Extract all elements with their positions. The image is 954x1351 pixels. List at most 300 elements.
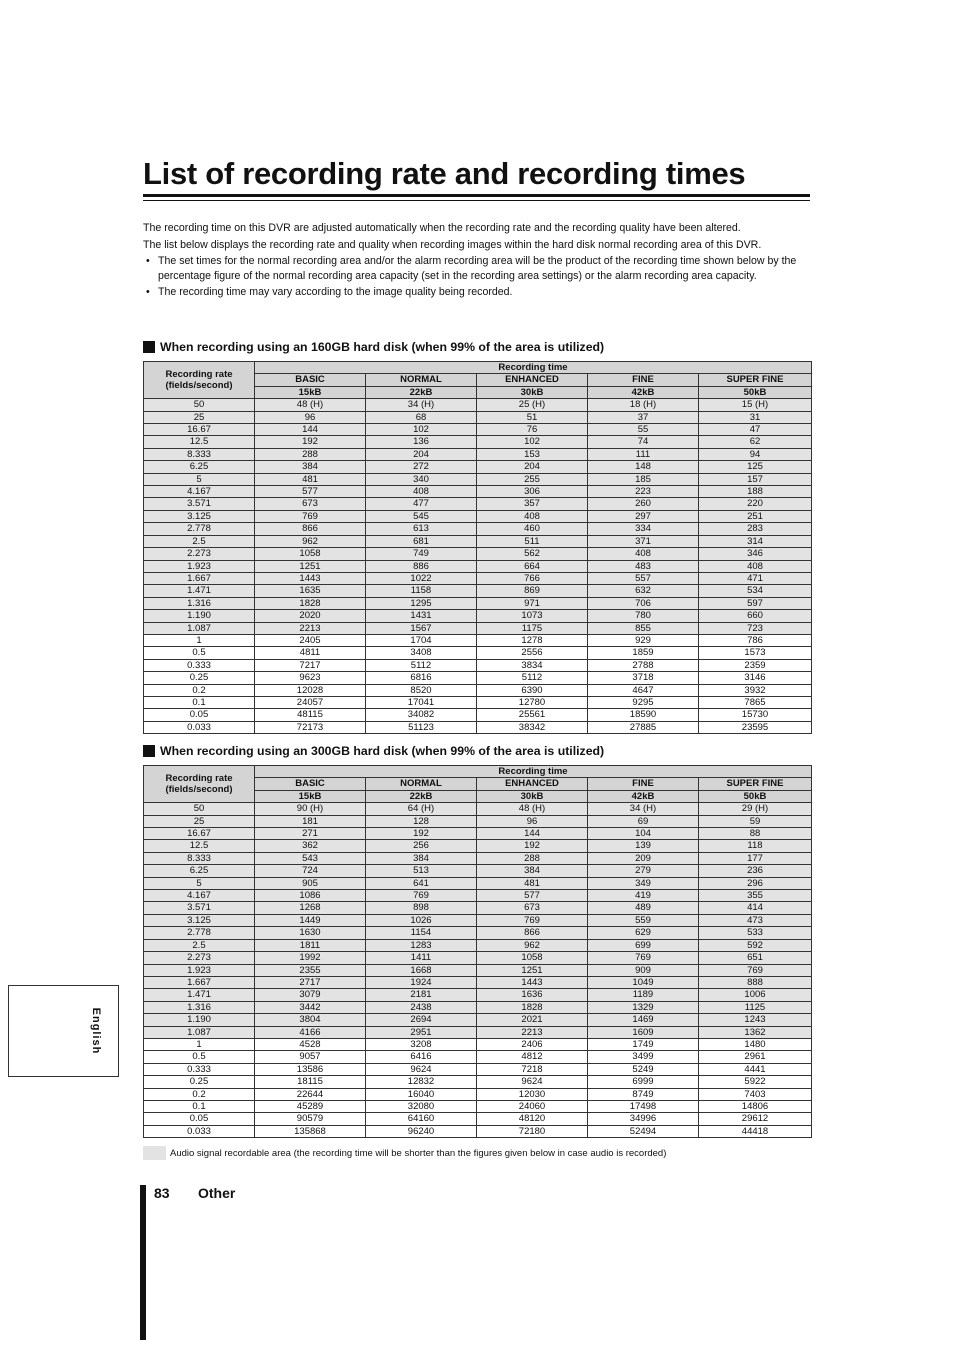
time-cell: 562 <box>477 548 588 560</box>
time-cell: 136 <box>366 436 477 448</box>
time-cell: 7217 <box>255 659 366 671</box>
table-row <box>144 535 812 547</box>
rate-cell: 0.2 <box>144 1088 255 1100</box>
time-cell: 102 <box>477 436 588 448</box>
heading-square-icon <box>143 341 155 353</box>
time-cell: 962 <box>477 939 588 951</box>
time-cell: 971 <box>477 597 588 609</box>
time-cell: 297 <box>588 510 699 522</box>
table-row <box>144 815 812 827</box>
time-cell: 260 <box>588 498 699 510</box>
time-cell: 12780 <box>477 696 588 708</box>
time-cell: 559 <box>588 914 699 926</box>
legend <box>143 1146 666 1160</box>
time-cell: 4811 <box>255 647 366 659</box>
time-cell: 613 <box>366 523 477 535</box>
time-cell: 59 <box>699 815 812 827</box>
time-cell: 15730 <box>699 709 812 721</box>
quality-header: BASIC <box>255 374 366 386</box>
time-cell: 769 <box>255 510 366 522</box>
recording-time-header: Recording time <box>255 766 812 778</box>
intro-paragraph-1: The recording time on this DVR are adjusted automatically when the recording rate and the recording quality have been altered. <box>143 222 741 234</box>
time-cell: 24060 <box>477 1100 588 1112</box>
time-cell: 204 <box>477 461 588 473</box>
time-cell: 31 <box>699 411 812 423</box>
rate-cell: 1.471 <box>144 585 255 597</box>
rate-cell: 0.05 <box>144 1113 255 1125</box>
time-cell: 104 <box>588 828 699 840</box>
time-cell: 592 <box>699 939 812 951</box>
rate-cell: 1.316 <box>144 597 255 609</box>
quality-header: NORMAL <box>366 374 477 386</box>
time-cell: 699 <box>588 939 699 951</box>
time-cell: 3408 <box>366 647 477 659</box>
time-cell: 9295 <box>588 696 699 708</box>
time-cell: 48115 <box>255 709 366 721</box>
time-cell: 12028 <box>255 684 366 696</box>
title-rule-thick <box>143 194 810 197</box>
time-cell: 12832 <box>366 1076 477 1088</box>
table-row <box>144 622 812 634</box>
time-cell: 1158 <box>366 585 477 597</box>
time-cell: 144 <box>255 424 366 436</box>
time-cell: 76 <box>477 424 588 436</box>
rate-column-header: Recording rate (fields/second) <box>144 362 255 399</box>
time-cell: 8749 <box>588 1088 699 1100</box>
time-cell: 181 <box>255 815 366 827</box>
rate-cell: 1.316 <box>144 1001 255 1013</box>
time-cell: 349 <box>588 877 699 889</box>
section-heading-text: When recording using an 300GB hard disk (when 99% of the area is utilized) <box>160 744 605 758</box>
time-cell: 177 <box>699 852 812 864</box>
language-side-tab <box>8 985 119 1077</box>
time-cell: 90579 <box>255 1113 366 1125</box>
table-row <box>144 436 812 448</box>
time-cell: 3834 <box>477 659 588 671</box>
rate-cell: 8.333 <box>144 448 255 460</box>
time-cell: 664 <box>477 560 588 572</box>
time-cell: 29 (H) <box>699 803 812 815</box>
rate-column-header: Recording rate (fields/second) <box>144 766 255 803</box>
time-cell: 1992 <box>255 952 366 964</box>
time-cell: 3208 <box>366 1038 477 1050</box>
rate-cell: 0.333 <box>144 659 255 671</box>
time-cell: 769 <box>588 952 699 964</box>
time-cell: 1469 <box>588 1014 699 1026</box>
time-cell: 204 <box>366 448 477 460</box>
table-row <box>144 1088 812 1100</box>
time-cell: 1006 <box>699 989 812 1001</box>
time-cell: 44418 <box>699 1125 812 1137</box>
time-cell: 534 <box>699 585 812 597</box>
title-rule-thin <box>143 200 810 201</box>
time-cell: 886 <box>366 560 477 572</box>
time-cell: 55 <box>588 424 699 436</box>
time-cell: 128 <box>366 815 477 827</box>
time-cell: 1189 <box>588 989 699 1001</box>
rate-cell: 1.667 <box>144 976 255 988</box>
rate-cell: 1.471 <box>144 989 255 1001</box>
time-cell: 34082 <box>366 709 477 721</box>
rate-cell: 50 <box>144 803 255 815</box>
table-row <box>144 672 812 684</box>
rate-cell: 4.167 <box>144 890 255 902</box>
time-cell: 12030 <box>477 1088 588 1100</box>
time-cell: 1268 <box>255 902 366 914</box>
time-cell: 905 <box>255 877 366 889</box>
time-cell: 279 <box>588 865 699 877</box>
time-cell: 414 <box>699 902 812 914</box>
time-cell: 2556 <box>477 647 588 659</box>
time-cell: 1443 <box>255 572 366 584</box>
section-heading-300gb <box>143 744 604 758</box>
time-cell: 314 <box>699 535 812 547</box>
table-row <box>144 902 812 914</box>
table-row <box>144 877 812 889</box>
time-cell: 157 <box>699 473 812 485</box>
size-header: 42kB <box>588 790 699 802</box>
time-cell: 1278 <box>477 634 588 646</box>
size-header: 15kB <box>255 790 366 802</box>
time-cell: 22644 <box>255 1088 366 1100</box>
rate-cell: 5 <box>144 877 255 889</box>
size-header: 15kB <box>255 386 366 398</box>
time-cell: 346 <box>699 548 812 560</box>
time-cell: 1411 <box>366 952 477 964</box>
time-cell: 7403 <box>699 1088 812 1100</box>
rate-cell: 1 <box>144 1038 255 1050</box>
rate-cell: 8.333 <box>144 852 255 864</box>
time-cell: 185 <box>588 473 699 485</box>
time-cell: 1567 <box>366 622 477 634</box>
time-cell: 460 <box>477 523 588 535</box>
time-cell: 17041 <box>366 696 477 708</box>
time-cell: 94 <box>699 448 812 460</box>
time-cell: 272 <box>366 461 477 473</box>
time-cell: 1480 <box>699 1038 812 1050</box>
time-cell: 3079 <box>255 989 366 1001</box>
time-cell: 577 <box>255 486 366 498</box>
time-cell: 641 <box>366 877 477 889</box>
time-cell: 477 <box>366 498 477 510</box>
time-cell: 62 <box>699 436 812 448</box>
size-header: 50kB <box>699 386 812 398</box>
table-row <box>144 840 812 852</box>
time-cell: 2951 <box>366 1026 477 1038</box>
time-cell: 2021 <box>477 1014 588 1026</box>
time-cell: 288 <box>255 448 366 460</box>
time-cell: 135868 <box>255 1125 366 1137</box>
time-cell: 29612 <box>699 1113 812 1125</box>
time-cell: 4166 <box>255 1026 366 1038</box>
table-row <box>144 585 812 597</box>
table-row <box>144 927 812 939</box>
time-cell: 296 <box>699 877 812 889</box>
time-cell: 3932 <box>699 684 812 696</box>
time-cell: 1859 <box>588 647 699 659</box>
table-row <box>144 411 812 423</box>
rate-cell: 2.273 <box>144 548 255 560</box>
time-cell: 209 <box>588 852 699 864</box>
table-row <box>144 865 812 877</box>
time-cell: 69 <box>588 815 699 827</box>
time-cell: 1704 <box>366 634 477 646</box>
rate-cell: 50 <box>144 399 255 411</box>
time-cell: 2213 <box>477 1026 588 1038</box>
time-cell: 1086 <box>255 890 366 902</box>
time-cell: 4528 <box>255 1038 366 1050</box>
table-row <box>144 709 812 721</box>
footer-bar <box>140 1185 146 1340</box>
time-cell: 9623 <box>255 672 366 684</box>
table-row <box>144 1001 812 1013</box>
intro-bullet: • The recording time may vary according to the image quality being recorded. <box>143 285 811 300</box>
table-row <box>144 1063 812 1075</box>
time-cell: 4647 <box>588 684 699 696</box>
time-cell: 47 <box>699 424 812 436</box>
recording-time-header: Recording time <box>255 362 812 374</box>
table-row <box>144 560 812 572</box>
time-cell: 629 <box>588 927 699 939</box>
rate-cell: 0.5 <box>144 647 255 659</box>
rate-cell: 0.05 <box>144 709 255 721</box>
time-cell: 866 <box>255 523 366 535</box>
time-cell: 340 <box>366 473 477 485</box>
time-cell: 34 (H) <box>588 803 699 815</box>
quality-header: ENHANCED <box>477 374 588 386</box>
time-cell: 1125 <box>699 1001 812 1013</box>
rate-cell: 12.5 <box>144 436 255 448</box>
time-cell: 869 <box>477 585 588 597</box>
time-cell: 2213 <box>255 622 366 634</box>
heading-square-icon <box>143 745 155 757</box>
rate-cell: 1.923 <box>144 964 255 976</box>
table-row <box>144 1051 812 1063</box>
time-cell: 6390 <box>477 684 588 696</box>
time-cell: 125 <box>699 461 812 473</box>
rate-cell: 2.5 <box>144 535 255 547</box>
table-row <box>144 852 812 864</box>
table-row <box>144 684 812 696</box>
table-row <box>144 1100 812 1112</box>
time-cell: 37 <box>588 411 699 423</box>
quality-header: SUPER FINE <box>699 374 812 386</box>
table-row <box>144 721 812 733</box>
time-cell: 1668 <box>366 964 477 976</box>
recording-time-table-300gb <box>143 765 812 1138</box>
quality-header: BASIC <box>255 778 366 790</box>
legend-swatch <box>143 1146 166 1160</box>
time-cell: 334 <box>588 523 699 535</box>
time-cell: 2788 <box>588 659 699 671</box>
recording-time-table-160gb <box>143 361 812 734</box>
time-cell: 72173 <box>255 721 366 733</box>
rate-cell: 5 <box>144 473 255 485</box>
rate-cell: 1.087 <box>144 1026 255 1038</box>
time-cell: 96 <box>255 411 366 423</box>
time-cell: 45289 <box>255 1100 366 1112</box>
time-cell: 769 <box>366 890 477 902</box>
time-cell: 384 <box>255 461 366 473</box>
time-cell: 362 <box>255 840 366 852</box>
time-cell: 6416 <box>366 1051 477 1063</box>
time-cell: 48 (H) <box>255 399 366 411</box>
table-row <box>144 498 812 510</box>
time-cell: 706 <box>588 597 699 609</box>
time-cell: 1026 <box>366 914 477 926</box>
table-row <box>144 803 812 815</box>
time-cell: 2359 <box>699 659 812 671</box>
time-cell: 1295 <box>366 597 477 609</box>
time-cell: 1175 <box>477 622 588 634</box>
time-cell: 1329 <box>588 1001 699 1013</box>
time-cell: 577 <box>477 890 588 902</box>
time-cell: 513 <box>366 865 477 877</box>
rate-cell: 0.5 <box>144 1051 255 1063</box>
rate-cell: 2.778 <box>144 523 255 535</box>
time-cell: 1636 <box>477 989 588 1001</box>
rate-cell: 3.571 <box>144 498 255 510</box>
time-cell: 9624 <box>477 1076 588 1088</box>
rate-cell: 12.5 <box>144 840 255 852</box>
quality-header: ENHANCED <box>477 778 588 790</box>
time-cell: 139 <box>588 840 699 852</box>
rate-cell: 25 <box>144 411 255 423</box>
time-cell: 384 <box>366 852 477 864</box>
intro-paragraph-2: The list below displays the recording rate and quality when recording images within the hard disk normal recording area of this DVR. <box>143 238 762 251</box>
time-cell: 2438 <box>366 1001 477 1013</box>
table-row <box>144 1014 812 1026</box>
time-cell: 5249 <box>588 1063 699 1075</box>
section-heading-text: When recording using an 160GB hard disk (when 99% of the area is utilized) <box>160 340 605 354</box>
time-cell: 17498 <box>588 1100 699 1112</box>
table-row <box>144 1026 812 1038</box>
size-header: 42kB <box>588 386 699 398</box>
time-cell: 13586 <box>255 1063 366 1075</box>
time-cell: 5112 <box>477 672 588 684</box>
time-cell: 118 <box>699 840 812 852</box>
time-cell: 888 <box>699 976 812 988</box>
time-cell: 786 <box>699 634 812 646</box>
table-row <box>144 828 812 840</box>
time-cell: 148 <box>588 461 699 473</box>
table-row <box>144 939 812 951</box>
intro-bullet-list <box>143 254 811 300</box>
rate-cell: 2.5 <box>144 939 255 951</box>
time-cell: 4441 <box>699 1063 812 1075</box>
time-cell: 4812 <box>477 1051 588 1063</box>
table-row <box>144 610 812 622</box>
time-cell: 866 <box>477 927 588 939</box>
time-cell: 25 (H) <box>477 399 588 411</box>
time-cell: 8520 <box>366 684 477 696</box>
time-cell: 306 <box>477 486 588 498</box>
time-cell: 2181 <box>366 989 477 1001</box>
time-cell: 660 <box>699 610 812 622</box>
time-cell: 288 <box>477 852 588 864</box>
time-cell: 2694 <box>366 1014 477 1026</box>
table-row <box>144 523 812 535</box>
time-cell: 236 <box>699 865 812 877</box>
time-cell: 3499 <box>588 1051 699 1063</box>
time-cell: 597 <box>699 597 812 609</box>
rate-cell: 0.333 <box>144 1063 255 1075</box>
time-cell: 256 <box>366 840 477 852</box>
time-cell: 90 (H) <box>255 803 366 815</box>
time-cell: 1828 <box>477 1001 588 1013</box>
table-row <box>144 1125 812 1137</box>
time-cell: 96240 <box>366 1125 477 1137</box>
rate-cell: 0.2 <box>144 684 255 696</box>
time-cell: 5922 <box>699 1076 812 1088</box>
quality-header: NORMAL <box>366 778 477 790</box>
size-header: 30kB <box>477 386 588 398</box>
time-cell: 3146 <box>699 672 812 684</box>
intro-text <box>143 221 811 302</box>
time-cell: 2355 <box>255 964 366 976</box>
table-row <box>144 1076 812 1088</box>
quality-header: SUPER FINE <box>699 778 812 790</box>
page-title: List of recording rate and recording times <box>143 156 746 191</box>
intro-bullet: • The set times for the normal recording area and/or the alarm recording area will be the product of the recording time shown below by the percentage figure of the normal recording area capacity (set in the recording area settings) or the alarm recording area capacity. <box>143 254 811 283</box>
time-cell: 6999 <box>588 1076 699 1088</box>
rate-cell: 0.1 <box>144 1100 255 1112</box>
time-cell: 2405 <box>255 634 366 646</box>
time-cell: 632 <box>588 585 699 597</box>
time-cell: 1749 <box>588 1038 699 1050</box>
quality-header: FINE <box>588 778 699 790</box>
time-cell: 1058 <box>477 952 588 964</box>
size-header: 22kB <box>366 790 477 802</box>
language-tab-label: English <box>90 1007 102 1055</box>
time-cell: 1073 <box>477 610 588 622</box>
time-cell: 1251 <box>477 964 588 976</box>
time-cell: 766 <box>477 572 588 584</box>
time-cell: 962 <box>255 535 366 547</box>
time-cell: 1022 <box>366 572 477 584</box>
time-cell: 3804 <box>255 1014 366 1026</box>
size-header: 50kB <box>699 790 812 802</box>
table-row <box>144 634 812 646</box>
time-cell: 34 (H) <box>366 399 477 411</box>
time-cell: 1811 <box>255 939 366 951</box>
table-row <box>144 424 812 436</box>
time-cell: 1431 <box>366 610 477 622</box>
time-cell: 1243 <box>699 1014 812 1026</box>
table-row <box>144 952 812 964</box>
rate-cell: 1.190 <box>144 610 255 622</box>
rate-cell: 0.25 <box>144 1076 255 1088</box>
time-cell: 898 <box>366 902 477 914</box>
time-cell: 96 <box>477 815 588 827</box>
table-row <box>144 659 812 671</box>
time-cell: 72180 <box>477 1125 588 1137</box>
time-cell: 68 <box>366 411 477 423</box>
time-cell: 408 <box>366 486 477 498</box>
time-cell: 724 <box>255 865 366 877</box>
time-cell: 1449 <box>255 914 366 926</box>
time-cell: 2717 <box>255 976 366 988</box>
table-row <box>144 597 812 609</box>
time-cell: 511 <box>477 535 588 547</box>
time-cell: 371 <box>588 535 699 547</box>
table-row <box>144 486 812 498</box>
time-cell: 27885 <box>588 721 699 733</box>
time-cell: 18 (H) <box>588 399 699 411</box>
time-cell: 18590 <box>588 709 699 721</box>
time-cell: 6816 <box>366 672 477 684</box>
time-cell: 1049 <box>588 976 699 988</box>
